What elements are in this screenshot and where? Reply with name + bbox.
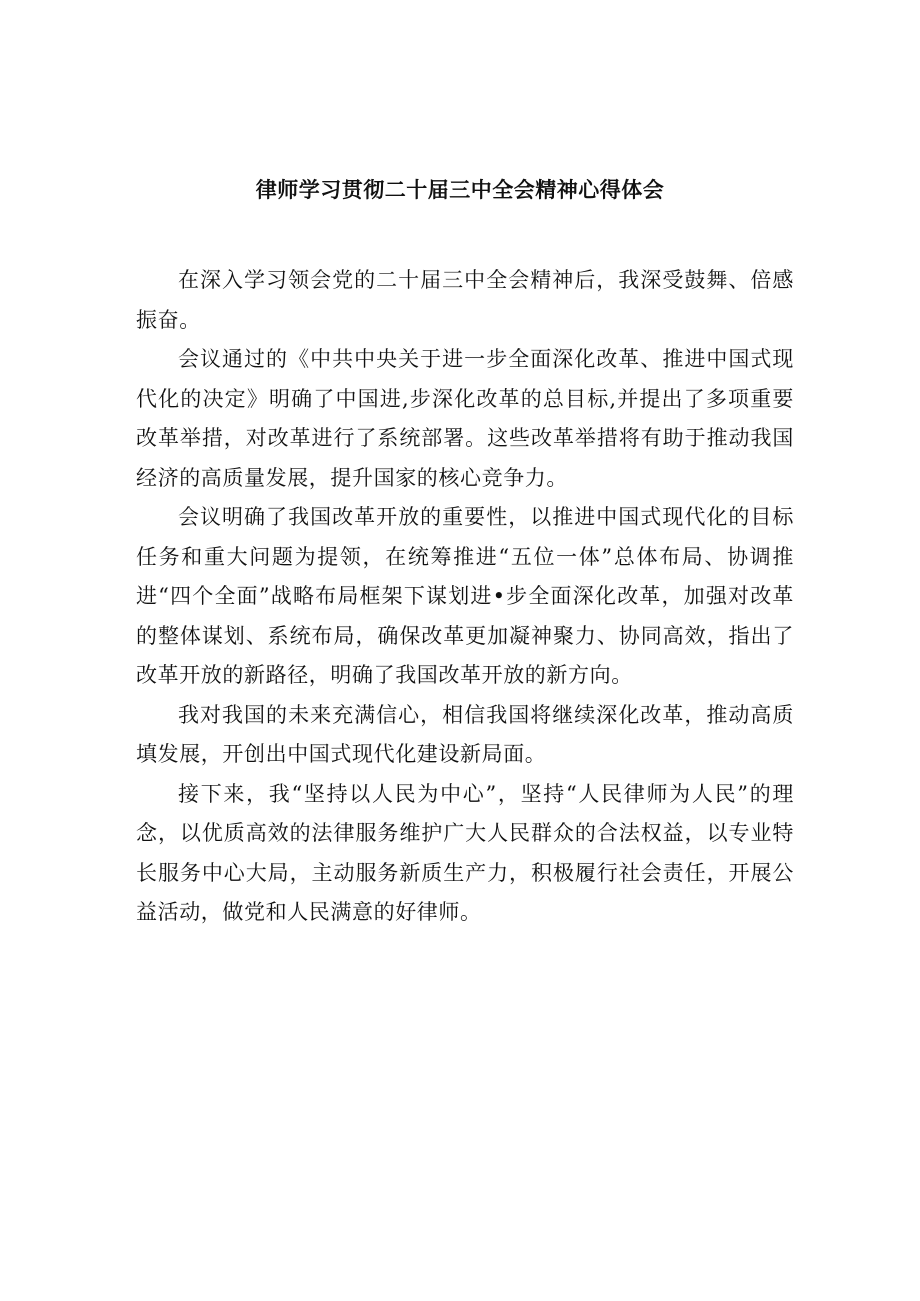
paragraph-4: 我对我国的未来充满信心，相信我国将继续深化改革，推动高质填发展，开创出中国式现代化建设新局面。 <box>136 702 794 766</box>
paragraph-1: 在深入学习领会党的二十届三中全会精神后，我深受鼓舞、倍感振奋。 <box>136 268 794 332</box>
paragraph-2: 会议通过的《中共中央关于进一步全面深化改革、推进中国式现代化的决定》明确了中国进,步深化改革的总目标,并提出了多项重要改革举措，对改革进行了系统部署。这些改革举措将有助于推动我国经济的高质量发展，提升国家的核心竞争力。 <box>136 347 794 490</box>
document-title: 律师学习贯彻二十届三中全会精神心得体会 <box>255 177 665 202</box>
document-body <box>136 261 794 933</box>
paragraph-5: 接下来，我“坚持以人民为中心”，坚持“人民律师为人民”的理念，以优质高效的法律服务维护广大人民群众的合法权益，以专业特长服务中心大局，主动服务新质生产力，积极履行社会责任，开展公益活动，做党和人民满意的好律师。 <box>136 781 794 924</box>
paragraph-3: 会议明确了我国改革开放的重要性，以推进中国式现代化的目标任务和重大问题为提领，在统筹推进“五位一体”总体布局、协调推进“四个全面”战略布局框架下谋划进•步全面深化改革，加强对改革的整体谋划、系统布局，确保改革更加凝神聚力、协同高效，指出了改革开放的新路径，明确了我国改革开放的新方向。 <box>136 505 794 687</box>
